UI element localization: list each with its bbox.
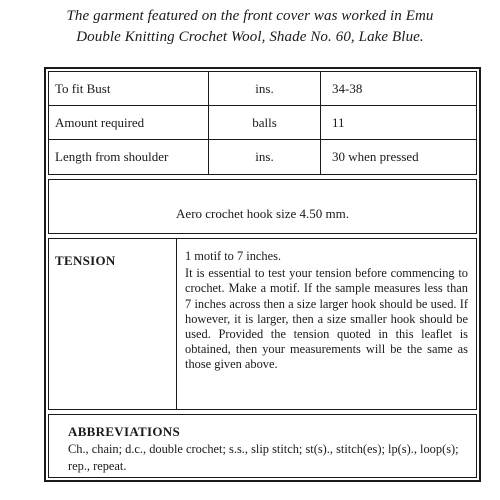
- tension-box: [48, 238, 477, 410]
- spec-row-length: [49, 140, 476, 174]
- tension-divider: [176, 239, 177, 409]
- intro-line-2: Double Knitting Crochet Wool, Shade No. 60, Lake Blue.: [76, 29, 424, 45]
- hook-size-box: [48, 179, 477, 234]
- tension-heading: TENSION: [55, 253, 116, 268]
- spec-table: [48, 71, 477, 175]
- spec-row-bust: [49, 72, 476, 106]
- spec-row-amount: [49, 106, 476, 140]
- spec-label: Length from shoulder: [49, 140, 209, 174]
- abbreviations-heading: ABBREVIATIONS: [68, 424, 181, 439]
- intro-text: [0, 6, 500, 48]
- spec-label: Amount required: [49, 106, 209, 139]
- spec-unit: ins.: [209, 140, 321, 174]
- spec-value: 30 when pressed: [332, 149, 419, 164]
- tension-body: [185, 249, 468, 373]
- spec-label: To fit Bust: [49, 72, 209, 105]
- spec-unit: ins.: [209, 72, 321, 105]
- spec-value: 11: [332, 115, 345, 130]
- tension-gauge: 1 motif to 7 inches.: [185, 249, 282, 263]
- abbreviations-list: Ch., chain; d.c., double crochet; s.s., slip stitch; st(s)., stitch(es); lp(s)., loop(s); rep., repeat.: [68, 442, 459, 473]
- spec-unit: balls: [209, 106, 321, 139]
- spec-value: 34-38: [332, 81, 363, 96]
- tension-instructions: It is essential to test your tension before commencing to crochet. Make a motif. If the sample measures less than 7 inches across then a size larger hook should be used. If however, it is larger, then a size smaller hook should be used. Provided the tension quoted in this leaflet is obtained, then your measurements will be the same as those given above.: [185, 266, 468, 372]
- hook-size-text: Aero crochet hook size 4.50 mm.: [176, 206, 349, 221]
- intro-line-1: The garment featured on the front cover was worked in Emu: [66, 8, 434, 24]
- abbreviations-box: [48, 414, 477, 478]
